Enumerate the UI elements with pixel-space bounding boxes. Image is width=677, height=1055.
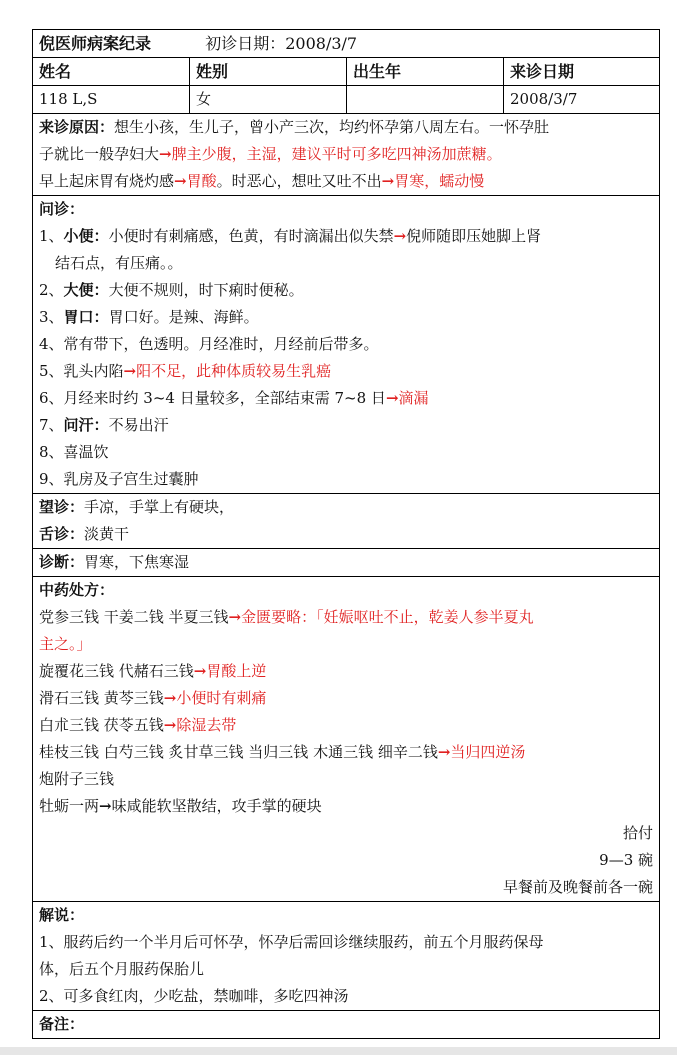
diagnosis-label: 诊断：	[39, 553, 85, 571]
patient-sex: 女	[190, 86, 347, 114]
prescription-row	[33, 577, 660, 902]
page-bottom-strip	[0, 1047, 677, 1055]
inquiry-item-3: 3、胃口：胃口好。是辣、海鲜。	[39, 308, 259, 326]
arrow-icon: →	[123, 362, 137, 380]
prescription-line-3: 滑石三钱 黄芩三钱→小便时有刺痛	[39, 689, 267, 707]
case-record-sheet	[32, 29, 659, 1039]
prescription-line-4: 白朮三钱 茯苓五钱→除湿去带	[39, 716, 237, 734]
header-row	[33, 30, 660, 58]
observation-row	[33, 494, 660, 549]
inquiry-item-1: 1、小便：小便时有刺痛感，色黄，有时滴漏出似失禁→倪师随即压她脚上肾	[39, 227, 542, 245]
reason-note-cold: 胃寒，蠕动慢	[394, 172, 485, 190]
reason-label: 来诊原因：	[39, 118, 115, 136]
prescription-line-2: 旋覆花三钱 代赭石三钱→胃酸上逆	[39, 662, 267, 680]
explanation-item-1-cont: 体，后五个月服药保胎儿	[39, 960, 205, 978]
col-birth-year-header: 出生年	[347, 58, 504, 86]
arrow-icon: →	[228, 608, 242, 626]
inquiry-item-8: 8、喜温饮	[39, 443, 109, 461]
diagnosis-row	[33, 549, 660, 577]
tongue-text: 淡黄干	[84, 525, 130, 543]
explanation-row	[33, 902, 660, 1011]
diagnosis-text: 胃寒，下焦寒湿	[84, 553, 190, 571]
arrow-icon: →	[163, 716, 177, 734]
dose-timing: 早餐前及晚餐前各一碗	[503, 878, 654, 896]
dose-packets: 拾付	[623, 824, 654, 842]
explanation-cell	[33, 902, 660, 1011]
observation-cell	[33, 494, 660, 549]
inquiry-item-5: 5、乳头内陷→阳不足，此种体质较易生乳癌	[39, 362, 332, 380]
dose-water: 9—3 碗	[599, 851, 654, 869]
prescription-line-6: 炮附子三钱	[39, 770, 115, 788]
reason-line-2: 子就比一般孕妇大	[39, 145, 160, 163]
notes-row	[33, 1011, 660, 1039]
reason-row	[33, 114, 660, 196]
reason-note-acid: 胃酸	[186, 172, 217, 190]
header-cell	[33, 30, 660, 58]
arrow-icon: →	[174, 172, 187, 190]
explanation-label: 解说：	[39, 906, 85, 924]
col-name-header: 姓名	[33, 58, 190, 86]
inquiry-item-9: 9、乳房及子宫生过囊肿	[39, 470, 199, 488]
patient-name: 118 L,S	[33, 86, 190, 114]
reason-line-1: 想生小孩，生儿子，曾小产三次，均约怀孕第八周左右。一怀孕肚	[114, 118, 550, 136]
arrow-icon: →	[193, 662, 207, 680]
col-sex-header: 姓别	[190, 58, 347, 86]
case-record-table	[32, 29, 660, 1039]
observation-label: 望诊：	[39, 498, 85, 516]
inquiry-item-2: 2、大便：大便不规则，时下痢时便秘。	[39, 281, 304, 299]
diagnosis-cell	[33, 549, 660, 577]
first-visit-label: 初诊日期：	[205, 34, 286, 53]
arrow-icon: →	[393, 227, 407, 245]
arrow-icon: →	[385, 389, 399, 407]
prescription-label: 中药处方：	[39, 581, 115, 599]
inquiry-row	[33, 196, 660, 494]
prescription-line-1: 党参三钱 干姜二钱 半夏三钱→金匮要略：「妊娠呕吐不止，乾姜人参半夏丸	[39, 608, 534, 626]
first-visit-date: 2008/3/7	[285, 34, 358, 53]
inquiry-item-1-cont: 结石点，有压痛。。	[55, 254, 183, 272]
notes-label: 备注：	[39, 1015, 85, 1033]
arrow-icon: →	[159, 145, 172, 163]
reason-line-3b: 。时恶心，想吐又吐不出	[216, 172, 382, 190]
record-title: 倪医师病案纪录	[39, 34, 152, 53]
inquiry-cell	[33, 196, 660, 494]
tongue-label: 舌诊：	[39, 525, 85, 543]
patient-row	[33, 86, 660, 114]
arrow-icon: →	[437, 743, 451, 761]
inquiry-item-4: 4、常有带下，色透明。月经准时，月经前后带多。	[39, 335, 379, 353]
patient-birth-year	[347, 86, 504, 114]
col-visit-date-header: 来诊日期	[504, 58, 660, 86]
arrow-icon: →	[163, 689, 177, 707]
explanation-item-1: 1、服药后约一个半月后可怀孕，怀孕后需回诊继续服药，前五个月服药保母	[39, 933, 544, 951]
arrow-icon: →	[99, 797, 112, 815]
patient-visit-date: 2008/3/7	[504, 86, 660, 114]
reason-cell	[33, 114, 660, 196]
observation-text: 手凉，手掌上有硬块，	[84, 498, 235, 516]
reason-line-3: 早上起床胃有烧灼感	[39, 172, 175, 190]
column-header-row	[33, 58, 660, 86]
explanation-item-2: 2、可多食红肉，少吃盐，禁咖啡，多吃四神汤	[39, 987, 349, 1005]
inquiry-label: 问诊：	[39, 200, 85, 218]
inquiry-item-7: 7、问汗：不易出汗	[39, 416, 169, 434]
prescription-cell	[33, 577, 660, 902]
reason-note-spleen: 脾主少腹，主湿，建议平时可多吃四神汤加蔗糖。	[171, 145, 502, 163]
prescription-line-5: 桂枝三钱 白芍三钱 炙甘草三钱 当归三钱 木通三钱 细辛二钱→当归四逆汤	[39, 743, 526, 761]
notes-cell	[33, 1011, 660, 1039]
arrow-icon: →	[381, 172, 395, 190]
inquiry-item-6: 6、月经来时约 3~4 日量较多，全部结束需 7~8 日→滴漏	[39, 389, 429, 407]
prescription-line-1-cont: 主之。」	[39, 635, 92, 653]
prescription-line-7: 牡蛎一两→味咸能软坚散结，攻手掌的硬块	[39, 797, 322, 815]
